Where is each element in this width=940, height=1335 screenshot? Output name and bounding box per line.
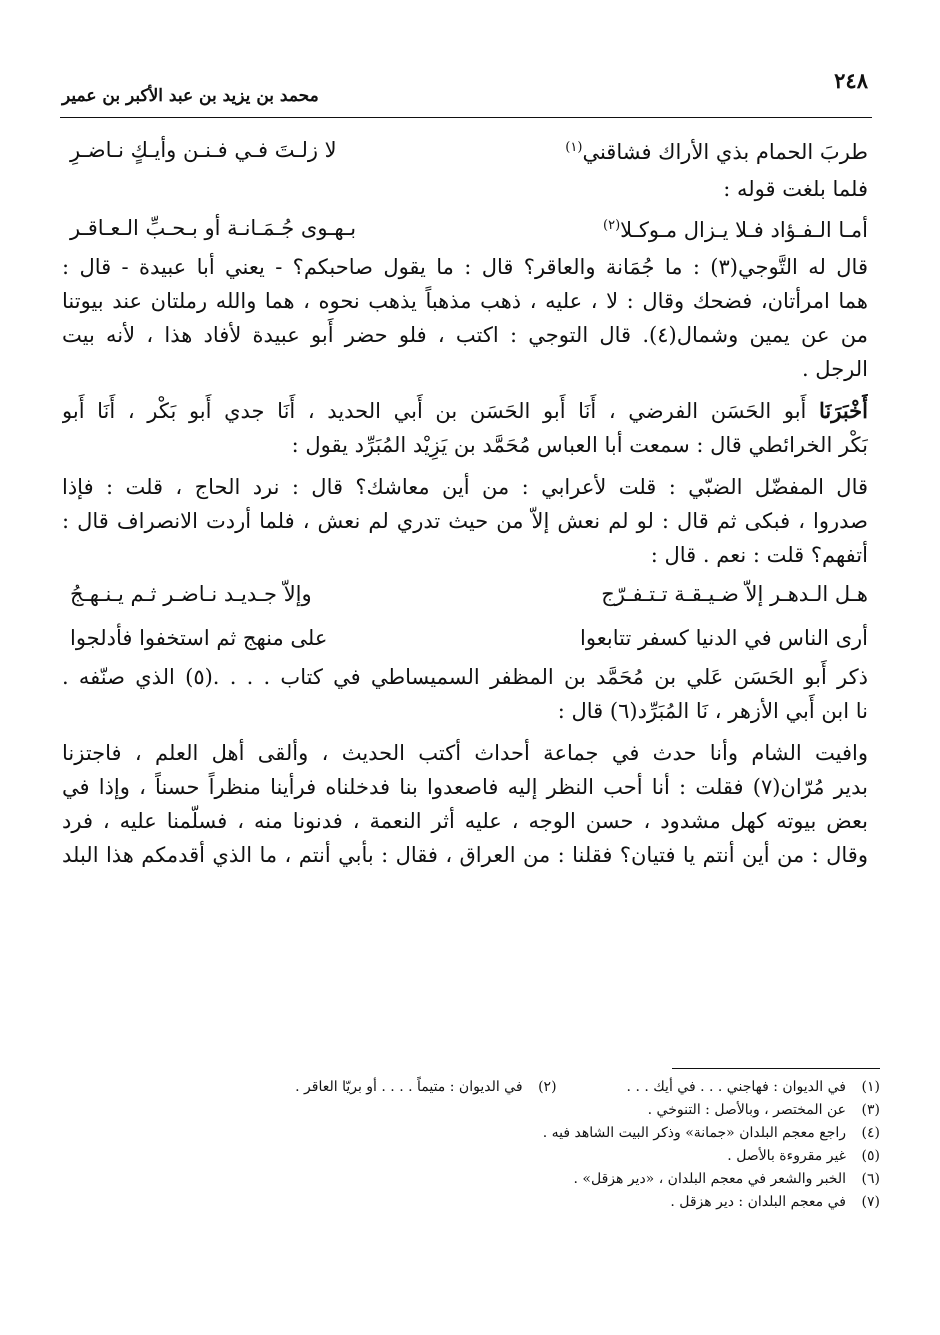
footnote-number: (٥) [861,1148,880,1164]
footnote-number: (١) [861,1079,880,1095]
footnote-text: الخبر والشعر في معجم البلدان ، «دير هزقل» . [573,1171,846,1187]
footnote [60,1076,880,1099]
footnote-number: (٤) [861,1125,880,1141]
verse-first-hemistich: هـل الـدهـر إلاّ ضـيـقـة تـتـفـرّج [601,582,868,606]
text-line: بَكْر الخرائطي قال : سمعت أبا العباس مُحَمَّد بن يَزِيْد المُبَرِّد يقول : [291,433,868,457]
verse-second-hemistich: لا زلـتَ فـي فـنـن وأيـكٍ نـاضـرِ [70,138,337,162]
text-line: وقال : من أين أنتم يا فتيان؟ فقلنا : من العراق ، فقال : بأبي أنتم ، ما الذي أقدمكم هذا البلد [62,843,868,867]
footnote [60,1122,880,1145]
paragraph [62,736,868,872]
paragraph [62,250,868,386]
footnote-text: في الديوان : متيماً . . . . أو بريّا العاقر . [295,1079,523,1095]
text-line: أتفهم؟ قلت : نعم . قال : [650,543,868,567]
verse-first-hemistich: أرى الناس في الدنيا كسفر تتابعوا [580,626,868,650]
text-line: هما امرأتان، فضحك وقال : لا ، عليه ، ذهب مذهباً يذهب نحوه ، هما والله رملتان عند بيوتنا [62,289,868,313]
text-line: قال المفضّل الضبّي : قلت لأعرابي : من أين معاشك؟ قال : نرد الحاج ، قلت : فإذا [62,475,868,499]
footnote-text: غير مقروءة بالأصل . [727,1148,846,1164]
text-line: من عن يمين وشمال(٤). قال التوجي : اكتب ، فلو حضر أَبو عبيدة لأفاد هذا ، لأنه بيت [62,323,868,347]
verse-line [62,206,868,250]
verse-line [62,616,868,660]
footnote [60,1145,880,1168]
text-line: فلما بلغت قوله : [723,177,868,201]
page-number: ٢٤٨ [834,68,868,93]
footnote-ref: (٢) [603,218,621,233]
header-rule [60,117,872,118]
text-line: قال له التَّوجي(٣) : ما جُمَانة والعاقر؟ قال : ما يقول صاحبكم؟ - يعني أبا عبيدة - قال : [62,255,868,279]
footnote-text: في معجم البلدان : دير هزقل . [670,1194,846,1210]
verse-second-hemistich: على منهج ثم استخفوا فأدلجوا [70,626,328,650]
paragraph [62,470,868,572]
text-line: نا ابن أَبي الأزهر ، نَا المُبَرِّد(٦) قال : [557,699,868,723]
footnotes [60,1076,880,1214]
main-text [62,128,868,872]
footnote-ref: (١) [565,140,583,155]
verse-first-hemistich: طربَ الحمام بذي الأراك فشاقني [582,140,868,164]
footnote-number: (٦) [861,1171,880,1187]
page-header [60,62,872,118]
footnote-number: (٧) [861,1194,880,1210]
text-line: بدير مُرّان(٧) فقلت : أنا أحب النظر إليه فاصعدوا بنا فدخلناه فرأينا منظراً حسناً ، وإذا في [62,775,868,799]
text-line: وافيت الشام وأنا حدث في جماعة أحداث أكتب الحديث ، وألقى أهل العلم ، فاجتزنا [62,741,868,765]
footnote-separator [672,1068,880,1069]
text-line: الرجل . [801,357,868,381]
verse-second-hemistich: وإلاّ جـديـد نـاضـر ثـم يـنـهـجُ [70,582,312,606]
footnote [60,1099,880,1122]
verse-second-hemistich: بـهـوى جُـمَـانـة أو بـحـبِّ الـعـاقـر [70,216,357,240]
paragraph [62,394,868,462]
text-line: أَخْبَرَنَا أَبو الحَسَن الفرضي ، أَنَا أَبو الحَسَن بن أَبي الحديد ، أَنَا جدي أَبو بَكْر ، أَنَا أَبو [62,398,868,423]
footnote-number: (٣) [861,1102,880,1118]
footnote-text: في الديوان : فهاجني . . . في أيك . . . [626,1079,846,1095]
text-line: ذكر أَبو الحَسَن عَلي بن مُحَمَّد بن المظفر السميساطي في كتاب . . . .(٥) الذي صنّفه . [62,665,868,689]
footnote [60,1168,880,1191]
text-line: بعض بيوته كهل مشدود ، حسن الوجه ، عليه أثر النعمة ، فدنونا منه ، فسلّمنا عليه ، فرد [62,809,868,833]
verse-line [62,572,868,616]
text-line: صدروا ، فبكى ثم قال : لو لم نعش إلاّ من حيث تدري لم نعش ، فلما أردت الانصراف قال : [62,509,868,533]
verse-line [62,128,868,172]
paragraph [62,660,868,728]
footnote-text: عن المختصر ، وبالأصل : التنوخي . [647,1102,846,1118]
footnote [60,1191,880,1214]
narration-lead-word: أَخْبَرَنَا [819,398,868,423]
running-title: محمد بن يزيد بن عبد الأكبر بن عمير [62,86,319,106]
footnote-text: راجع معجم البلدان «جمانة» وذكر البيت الشاهد فيه . [542,1125,846,1141]
verse-first-hemistich: أمـا الـفـؤاد فـلا يـزال مـوكـلا [620,218,868,242]
footnote-number: (٢) [538,1079,557,1095]
